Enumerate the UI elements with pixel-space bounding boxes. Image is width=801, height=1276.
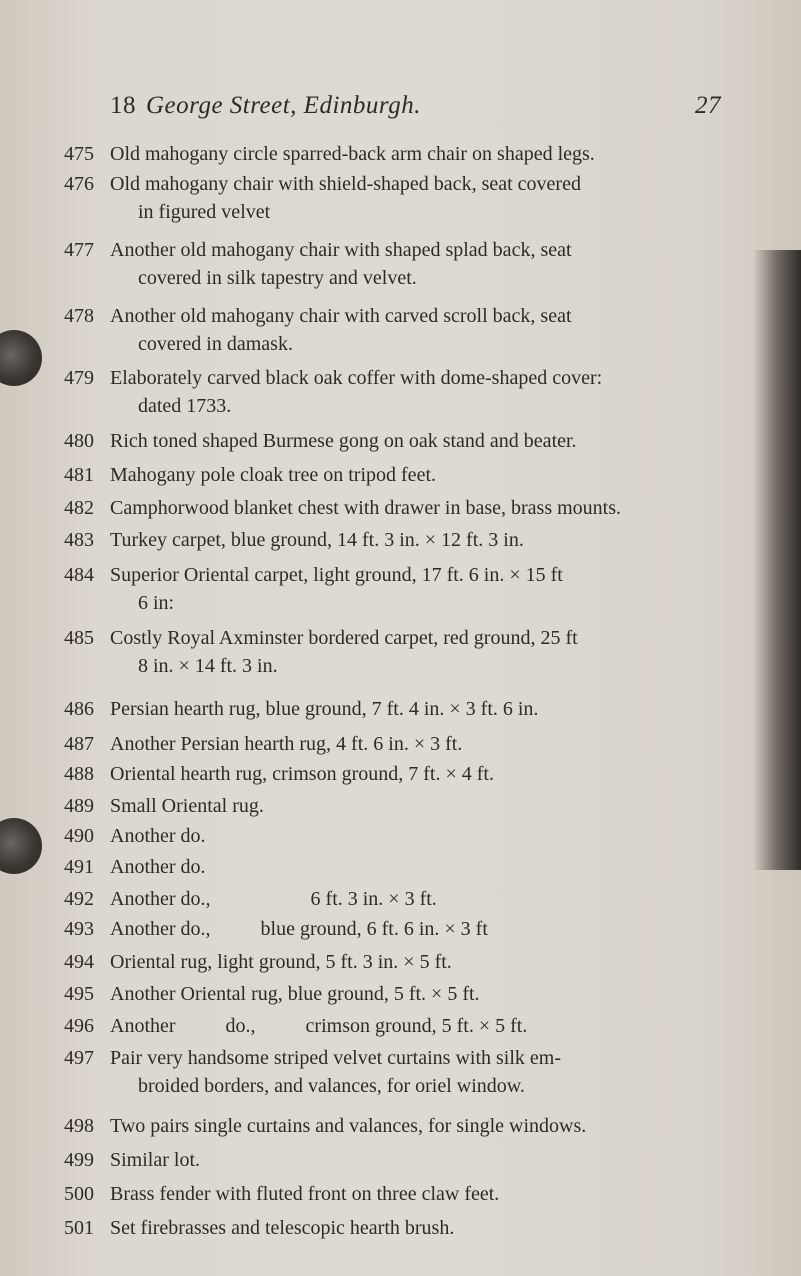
lot-description	[110, 695, 710, 723]
lot-number: 494	[64, 951, 94, 973]
lot-description	[110, 561, 710, 617]
lot-number: 481	[64, 464, 94, 486]
lot-description-line: Another Persian hearth rug, 4 ft. 6 in. × 3 ft.	[110, 733, 463, 755]
lot-description-line: Another do., 6 ft. 3 in. × 3 ft.	[110, 888, 437, 910]
lot-number: 483	[64, 529, 94, 551]
lot-description	[110, 236, 710, 292]
lot-number: 475	[64, 143, 94, 165]
lot-description-line: Old mahogany chair with shield-shaped back, seat covered	[110, 173, 581, 195]
lot-description-line: Rich toned shaped Burmese gong on oak stand and beater.	[110, 430, 577, 452]
lot-description-continuation: 6 in:	[138, 592, 175, 614]
lot-number: 489	[64, 795, 94, 817]
header-street-number: 18	[110, 92, 136, 119]
lot-number: 487	[64, 733, 94, 755]
lot-description-continuation: covered in damask.	[138, 333, 293, 355]
lot-description-line: Set firebrasses and telescopic hearth brush.	[110, 1217, 455, 1239]
lot-description-continuation: dated 1733.	[138, 395, 232, 417]
lot-description	[110, 140, 710, 168]
lot-number: 500	[64, 1183, 94, 1205]
lot-description-line: Mahogany pole cloak tree on tripod feet.	[110, 464, 436, 486]
lot-number: 490	[64, 825, 94, 847]
lot-number: 488	[64, 763, 94, 785]
lot-description	[110, 760, 710, 788]
lot-description	[110, 364, 710, 420]
lot-description	[110, 170, 710, 226]
lot-description	[110, 822, 710, 850]
binding-hole	[0, 818, 42, 874]
lot-description	[110, 302, 710, 358]
lot-description-line: Old mahogany circle sparred-back arm chair on shaped legs.	[110, 143, 595, 165]
lot-description	[110, 853, 710, 881]
lot-number: 491	[64, 856, 94, 878]
lot-description	[110, 427, 710, 455]
lot-description-line: Another do., blue ground, 6 ft. 6 in. × 3 ft	[110, 918, 488, 940]
lot-number: 486	[64, 698, 94, 720]
lot-description-line: Superior Oriental carpet, light ground, 17 ft. 6 in. × 15 ft	[110, 564, 563, 586]
lot-description	[110, 461, 710, 489]
lot-description-continuation: covered in silk tapestry and velvet.	[138, 267, 417, 289]
lot-number: 496	[64, 1015, 94, 1037]
lot-description-line: Brass fender with fluted front on three claw feet.	[110, 1183, 500, 1205]
lot-description-line: Persian hearth rug, blue ground, 7 ft. 4 in. × 3 ft. 6 in.	[110, 698, 539, 720]
lot-description	[110, 1214, 710, 1242]
lot-description	[110, 494, 710, 522]
lot-number: 499	[64, 1149, 94, 1171]
lot-number: 479	[64, 367, 94, 389]
lot-description-line: Another do.	[110, 825, 206, 847]
lot-description	[110, 1112, 710, 1140]
lot-description-line: Costly Royal Axminster bordered carpet, red ground, 25 ft	[110, 627, 578, 649]
lot-number: 480	[64, 430, 94, 452]
lot-description	[110, 1044, 710, 1100]
lot-description	[110, 885, 710, 913]
lot-number: 497	[64, 1047, 94, 1069]
lot-description-line: Pair very handsome striped velvet curtains with silk em-	[110, 1047, 562, 1069]
lot-description	[110, 1180, 710, 1208]
lot-description-line: Similar lot.	[110, 1149, 200, 1171]
lot-description-line: Oriental hearth rug, crimson ground, 7 ft. × 4 ft.	[110, 763, 494, 785]
lot-description-continuation: broided borders, and valances, for oriel window.	[138, 1075, 525, 1097]
lot-number: 482	[64, 497, 94, 519]
lot-description	[110, 792, 710, 820]
lot-description	[110, 948, 710, 976]
lot-description	[110, 915, 710, 943]
lot-description-line: Elaborately carved black oak coffer with dome-shaped cover:	[110, 367, 603, 389]
lot-description-line: Turkey carpet, blue ground, 14 ft. 3 in. × 12 ft. 3 in.	[110, 529, 524, 551]
lot-number: 492	[64, 888, 94, 910]
header-title: George Street, Edinburgh.	[146, 92, 421, 119]
lot-description	[110, 526, 710, 554]
lot-number: 498	[64, 1115, 94, 1137]
lot-description	[110, 730, 710, 758]
lot-description-line: Another Oriental rug, blue ground, 5 ft. × 5 ft.	[110, 983, 480, 1005]
lot-description-continuation: in figured velvet	[138, 201, 271, 223]
lot-description-line: Another do.	[110, 856, 206, 878]
lot-description-line: Another old mahogany chair with shaped splad back, seat	[110, 239, 572, 261]
binding-hole	[0, 330, 42, 386]
lot-number: 501	[64, 1217, 94, 1239]
lot-description	[110, 980, 710, 1008]
lot-number: 476	[64, 173, 94, 195]
lot-description-continuation: 8 in. × 14 ft. 3 in.	[138, 655, 278, 677]
lot-description-line: Another old mahogany chair with carved scroll back, seat	[110, 305, 572, 327]
lot-description-line: Camphorwood blanket chest with drawer in base, brass mounts.	[110, 497, 622, 519]
lot-description-line: Two pairs single curtains and valances, for single windows.	[110, 1115, 587, 1137]
lot-description-line: Small Oriental rug.	[110, 795, 264, 817]
page-number: 27	[695, 92, 721, 119]
page-edge-shadow	[753, 250, 801, 870]
lot-number: 485	[64, 627, 94, 649]
lot-number: 478	[64, 305, 94, 327]
lot-description-line: Oriental rug, light ground, 5 ft. 3 in. × 5 ft.	[110, 951, 452, 973]
lot-number: 484	[64, 564, 94, 586]
lot-description	[110, 1146, 710, 1174]
lot-description	[110, 624, 710, 680]
lot-number: 495	[64, 983, 94, 1005]
lot-description-line: Another do., crimson ground, 5 ft. × 5 ft.	[110, 1015, 528, 1037]
lot-number: 477	[64, 239, 94, 261]
lot-number: 493	[64, 918, 94, 940]
lot-description	[110, 1012, 710, 1040]
